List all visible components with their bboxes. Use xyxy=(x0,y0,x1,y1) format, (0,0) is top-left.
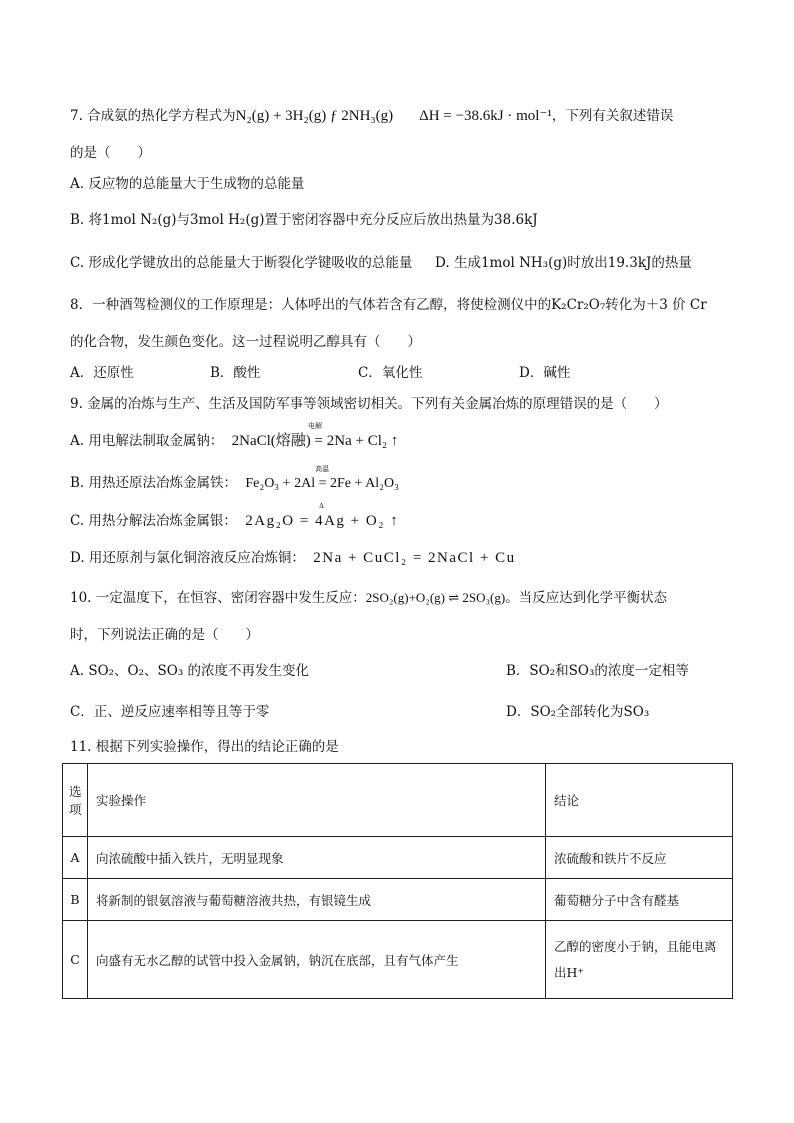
q9-stem: 9. 金属的冶炼与生产、生活及国防军事等领域密切相关。下列有关金属冶炼的原理错误的是（ ） xyxy=(70,396,668,412)
q7-option-c-text: C. 形成化学键放出的总能量大于断裂化学键吸收的总能量 xyxy=(70,255,413,271)
q9-option-d-label: D. 用还原剂与氯化铜溶液反应冶炼铜： xyxy=(70,550,305,566)
table-cell-conclusion: 葡萄糖分子中含有醛基 xyxy=(546,879,733,921)
q9-option-a xyxy=(70,422,399,451)
q7-stem-suffix: ，下列有关叙述错误 xyxy=(551,108,674,124)
q8-option-b: B．酸性 xyxy=(210,365,261,381)
table-header-conclusion: 结论 xyxy=(546,764,733,837)
q8-stem-line2: 的化合物，发生颜色变化。这一过程说明乙醇具有（ ） xyxy=(70,334,421,350)
q9-option-b-condition: 高温 xyxy=(315,465,330,473)
q9-option-a-equation: 2NaCl(熔融) = 2Na + Cl₂ ↑ xyxy=(231,433,399,449)
table-row xyxy=(63,879,733,921)
q9-option-b xyxy=(70,465,399,494)
q10-equation: 2SO₂(g)+O₂(g) ⇌ 2SO₃(g) xyxy=(365,590,506,605)
table-cell-operation: 向盛有无水乙醇的试管中投入金属钠，钠沉在底部，且有气体产生 xyxy=(88,921,546,999)
table-header-option: 选项 xyxy=(63,764,88,837)
q10-option-d: D．SO₂全部转化为SO₃ xyxy=(506,704,650,720)
q10-option-a: A. SO₂、O₂、SO₃ 的浓度不再发生变化 xyxy=(70,663,310,679)
table-cell-option: C xyxy=(63,921,88,999)
table-cell-operation: 向浓硫酸中插入铁片，无明显现象 xyxy=(88,837,546,879)
q11-table xyxy=(62,763,733,999)
q9-option-c-equation: 2Ag₂O = 4Ag + O₂ ↑ xyxy=(245,513,400,529)
table-row xyxy=(63,837,733,879)
table-row xyxy=(63,921,733,999)
table-cell-option: B xyxy=(63,879,88,921)
q10-stem xyxy=(70,588,667,608)
q7-stem xyxy=(70,106,673,126)
q10-option-c: C．正、逆反应速率相等且等于零 xyxy=(70,704,270,720)
q10-stem-line2: 时，下列说法正确的是（ ） xyxy=(70,627,259,643)
q9-option-a-label: A. 用电解法制取金属钠： xyxy=(70,433,224,449)
table-cell-conclusion: 浓硫酸和铁片不反应 xyxy=(546,837,733,879)
q10-stem-prefix: 10. 一定温度下，在恒容、密闭容器中发生反应： xyxy=(70,590,366,606)
q8-option-c: C．氧化性 xyxy=(358,365,423,381)
q9-option-b-label: B. 用热还原法冶炼金属铁： xyxy=(70,475,238,491)
table-header-row xyxy=(63,764,733,837)
q8-stem-line1: 8．一种酒驾检测仪的工作原理是：人体呼出的气体若含有乙醇，将使检测仪中的K₂Cr₂O₇转化为＋3 价 Cr xyxy=(70,297,707,313)
q11-stem: 11. 根据下列实验操作，得出的结论正确的是 xyxy=(70,739,339,755)
table-cell-conclusion: 乙醇的密度小于钠，且能电离出H⁺ xyxy=(546,921,733,999)
q7-stem-prefix: 7. 合成氨的热化学方程式为 xyxy=(70,108,236,124)
q9-option-d-equation: 2Na + CuCl₂ = 2NaCl + Cu xyxy=(313,550,516,566)
table-cell-option: A xyxy=(63,837,88,879)
q9-option-c-condition: Δ xyxy=(319,502,326,510)
q7-option-d-text: D. 生成1mol NH₃(g)时放出19.3kJ的热量 xyxy=(435,255,692,271)
q10-stem-suffix: 。当反应达到化学平衡状态 xyxy=(505,590,668,606)
q7-option-c xyxy=(70,253,692,273)
q10-option-b: B．SO₂和SO₃的浓度一定相等 xyxy=(506,663,689,679)
q9-option-b-equation: Fe₂O₃ + 2Al = 2Fe + Al₂O₃ xyxy=(245,476,399,491)
table-header-operation: 实验操作 xyxy=(88,764,546,837)
q9-option-c xyxy=(70,502,400,531)
q7-enthalpy: ΔH = −38.6kJ · mol⁻¹ xyxy=(419,108,552,124)
q9-option-d xyxy=(70,548,516,568)
q8-option-a: A．还原性 xyxy=(70,365,134,381)
q9-option-c-label: C. 用热分解法冶炼金属银： xyxy=(70,513,237,529)
q7-option-a: A. 反应物的总能量大于生成物的总能量 xyxy=(70,176,305,192)
q8-option-d: D．碱性 xyxy=(519,365,571,381)
q7-equation: N₂(g) + 3H₂(g) ƒ 2NH₃(g) xyxy=(235,108,394,124)
q7-stem-line2: 的是（ ） xyxy=(70,145,151,161)
q9-option-a-condition: 电解 xyxy=(308,422,322,430)
table-cell-operation: 将新制的银氨溶液与葡萄糖溶液共热，有银镜生成 xyxy=(88,879,546,921)
q7-option-b: B. 将1mol N₂(g)与3mol H₂(g)置于密闭容器中充分反应后放出热量为38.6kJ xyxy=(70,212,538,228)
